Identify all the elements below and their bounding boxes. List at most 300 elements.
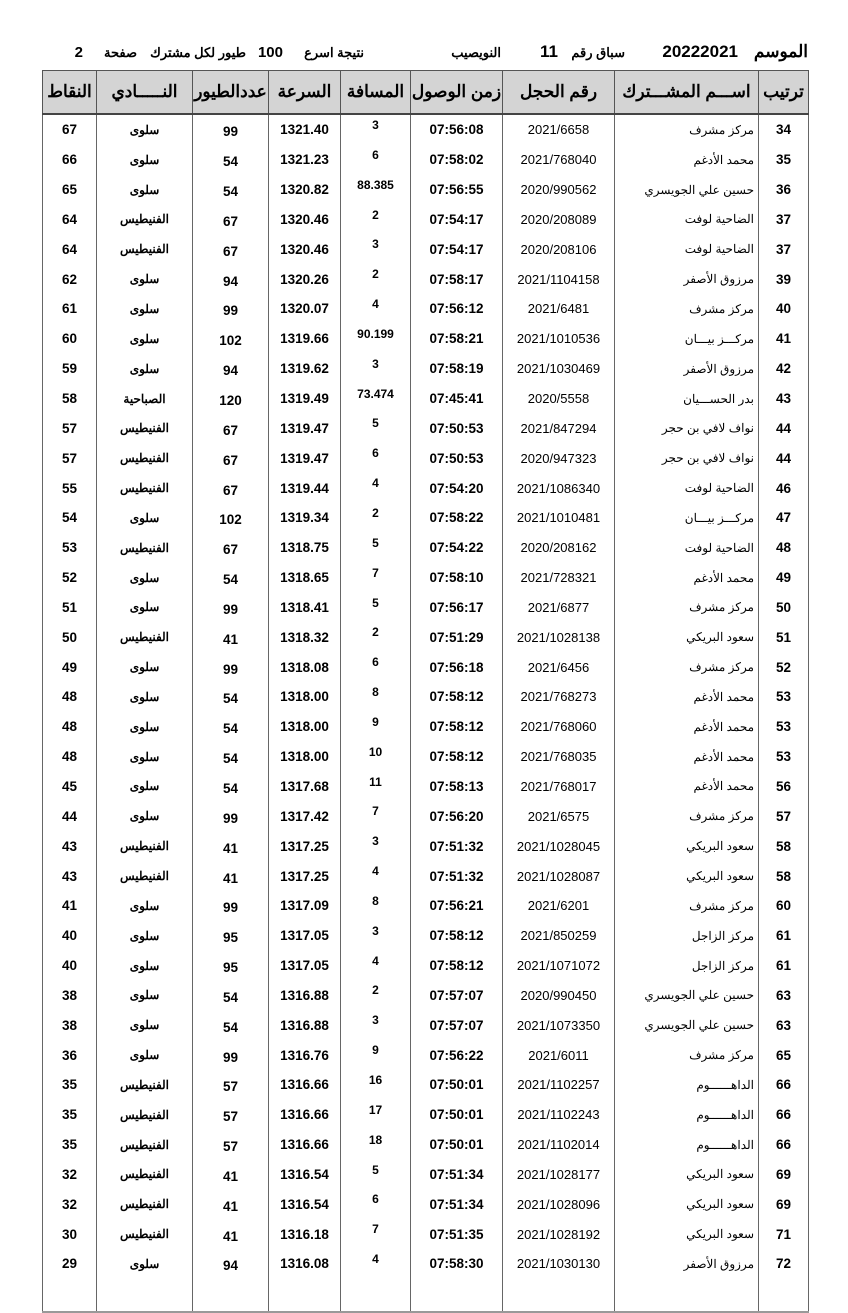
arrival-time-cell: 07:58:21 [411, 324, 503, 354]
bird-count-cell: 99 [193, 1040, 269, 1070]
points-cell: 44 [43, 801, 97, 831]
table-row [43, 234, 809, 264]
empty-cell [43, 1279, 97, 1312]
participant-name-cell: حسين علي الجويسري [615, 1010, 759, 1040]
speed-cell: 1320.26 [269, 264, 341, 294]
rank-cell: 53 [759, 712, 809, 742]
club-cell: الفنيطيس [97, 1070, 193, 1100]
points-cell: 32 [43, 1189, 97, 1219]
points-cell: 59 [43, 354, 97, 384]
speed-cell: 1317.09 [269, 891, 341, 921]
rank-cell: 49 [759, 563, 809, 593]
club-cell: سلوى [97, 563, 193, 593]
empty-cell [615, 1279, 759, 1312]
bird-count-cell: 94 [193, 1249, 269, 1279]
participant-name-cell: نواف لافي بن حجر [615, 413, 759, 443]
bird-count-cell: 54 [193, 742, 269, 772]
points-cell: 54 [43, 503, 97, 533]
speed-cell: 1317.68 [269, 772, 341, 802]
distance-cell: 6 [341, 145, 411, 175]
club-cell: الفنيطيس [97, 1100, 193, 1130]
table-row [43, 114, 809, 145]
distance-cell: 5 [341, 1160, 411, 1190]
rank-cell: 69 [759, 1189, 809, 1219]
rank-cell: 58 [759, 831, 809, 861]
arrival-time-cell: 07:54:22 [411, 533, 503, 563]
table-row [43, 1010, 809, 1040]
speed-cell: 1316.88 [269, 1010, 341, 1040]
distance-cell: 8 [341, 891, 411, 921]
ring-number-cell: 2021/768017 [503, 772, 615, 802]
ring-number-cell: 2021/6575 [503, 801, 615, 831]
points-cell: 38 [43, 1010, 97, 1040]
speed-cell: 1321.23 [269, 145, 341, 175]
club-cell: سلوى [97, 652, 193, 682]
points-cell: 45 [43, 772, 97, 802]
bird-count-cell: 67 [193, 533, 269, 563]
arrival-time-cell: 07:56:08 [411, 114, 503, 145]
ring-number-cell: 2021/1071072 [503, 951, 615, 981]
ring-number-cell: 2021/1028096 [503, 1189, 615, 1219]
bird-count-cell: 41 [193, 1189, 269, 1219]
ring-number-cell: 2020/208106 [503, 234, 615, 264]
arrival-time-cell: 07:45:41 [411, 384, 503, 414]
arrival-time-cell: 07:56:18 [411, 652, 503, 682]
speed-cell: 1318.00 [269, 742, 341, 772]
table-row [43, 264, 809, 294]
rank-cell: 66 [759, 1130, 809, 1160]
participant-name-cell: محمد الأدغم [615, 712, 759, 742]
arrival-time-cell: 07:57:07 [411, 980, 503, 1010]
arrival-time-cell: 07:51:34 [411, 1160, 503, 1190]
speed-cell: 1319.47 [269, 443, 341, 473]
club-cell: الفنيطيس [97, 473, 193, 503]
distance-cell: 4 [341, 861, 411, 891]
column-header-ring-number: رقم الحجل [503, 71, 615, 115]
bird-count-cell: 54 [193, 772, 269, 802]
club-cell: سلوى [97, 682, 193, 712]
distance-cell: 5 [341, 593, 411, 623]
rank-cell: 37 [759, 234, 809, 264]
points-cell: 50 [43, 622, 97, 652]
club-cell: سلوى [97, 712, 193, 742]
points-cell: 30 [43, 1219, 97, 1249]
table-filler-row [43, 1279, 809, 1312]
speed-cell: 1320.82 [269, 175, 341, 205]
rank-cell: 44 [759, 413, 809, 443]
rank-cell: 60 [759, 891, 809, 921]
speed-cell: 1318.00 [269, 712, 341, 742]
column-header-speed: السرعة [269, 71, 341, 115]
points-cell: 55 [43, 473, 97, 503]
arrival-time-cell: 07:56:20 [411, 801, 503, 831]
participant-name-cell: مركز الزاجل [615, 921, 759, 951]
table-row [43, 503, 809, 533]
ring-number-cell: 2021/850259 [503, 921, 615, 951]
column-header-bird-count: عددالطيور [193, 71, 269, 115]
ring-number-cell: 2020/990450 [503, 980, 615, 1010]
club-cell: سلوى [97, 593, 193, 623]
rank-cell: 66 [759, 1100, 809, 1130]
table-row [43, 1070, 809, 1100]
distance-cell: 4 [341, 1249, 411, 1279]
arrival-time-cell: 07:58:22 [411, 503, 503, 533]
ring-number-cell: 2020/990562 [503, 175, 615, 205]
ring-number-cell: 2020/5558 [503, 384, 615, 414]
club-cell: سلوى [97, 354, 193, 384]
points-cell: 29 [43, 1249, 97, 1279]
ring-number-cell: 2021/1028177 [503, 1160, 615, 1190]
bird-count-cell: 67 [193, 443, 269, 473]
page-label: صفحة [104, 45, 137, 60]
bird-count-cell: 54 [193, 1010, 269, 1040]
table-row [43, 384, 809, 414]
rank-cell: 51 [759, 622, 809, 652]
table-row [43, 622, 809, 652]
participant-name-cell: سعود البريكي [615, 1189, 759, 1219]
club-cell: الفنيطيس [97, 1219, 193, 1249]
ring-number-cell: 2021/1010536 [503, 324, 615, 354]
distance-cell: 9 [341, 1040, 411, 1070]
participant-name-cell: مركز مشرف [615, 114, 759, 145]
column-header-arrival-time: زمن الوصول [411, 71, 503, 115]
speed-cell: 1319.47 [269, 413, 341, 443]
table-row [43, 831, 809, 861]
rank-cell: 50 [759, 593, 809, 623]
arrival-time-cell: 07:51:32 [411, 861, 503, 891]
club-cell: الفنيطيس [97, 533, 193, 563]
column-header-club: النـــــادي [97, 71, 193, 115]
participant-name-cell: مركز الزاجل [615, 951, 759, 981]
participant-name-cell: مرزوق الأصفر [615, 1249, 759, 1279]
participant-name-cell: الضاحية لوفت [615, 234, 759, 264]
speed-cell: 1316.54 [269, 1189, 341, 1219]
empty-cell [269, 1279, 341, 1312]
speed-cell: 1318.75 [269, 533, 341, 563]
club-cell: سلوى [97, 951, 193, 981]
table-row [43, 354, 809, 384]
ring-number-cell: 2021/728321 [503, 563, 615, 593]
distance-cell: 5 [341, 413, 411, 443]
club-cell: سلوى [97, 891, 193, 921]
bird-count-cell: 99 [193, 593, 269, 623]
ring-number-cell: 2021/1028192 [503, 1219, 615, 1249]
points-cell: 65 [43, 175, 97, 205]
ring-number-cell: 2021/768040 [503, 145, 615, 175]
rank-cell: 46 [759, 473, 809, 503]
ring-number-cell: 2021/6877 [503, 593, 615, 623]
speed-cell: 1318.32 [269, 622, 341, 652]
participant-name-cell: الداهــــــوم [615, 1130, 759, 1160]
arrival-time-cell: 07:58:12 [411, 742, 503, 772]
participant-name-cell: سعود البريكي [615, 831, 759, 861]
distance-cell: 2 [341, 622, 411, 652]
rank-cell: 66 [759, 1070, 809, 1100]
bird-count-cell: 41 [193, 622, 269, 652]
participant-name-cell: سعود البريكي [615, 1219, 759, 1249]
distance-cell: 3 [341, 114, 411, 145]
table-row [43, 980, 809, 1010]
club-cell: سلوى [97, 294, 193, 324]
points-cell: 62 [43, 264, 97, 294]
distance-cell: 6 [341, 1189, 411, 1219]
club-cell: سلوى [97, 1010, 193, 1040]
rank-cell: 43 [759, 384, 809, 414]
per-participant-label: طيور لكل مشترك [150, 45, 246, 60]
ring-number-cell: 2021/1030130 [503, 1249, 615, 1279]
arrival-time-cell: 07:57:07 [411, 1010, 503, 1040]
distance-cell: 8 [341, 682, 411, 712]
club-cell: سلوى [97, 503, 193, 533]
participant-name-cell: حسين علي الجويسري [615, 175, 759, 205]
distance-cell: 7 [341, 1219, 411, 1249]
participant-name-cell: مركـــز بيـــان [615, 324, 759, 354]
distance-cell: 17 [341, 1100, 411, 1130]
rank-cell: 52 [759, 652, 809, 682]
participant-name-cell: سعود البريكي [615, 861, 759, 891]
club-cell: الفنيطيس [97, 205, 193, 235]
points-cell: 40 [43, 921, 97, 951]
club-cell: سلوى [97, 772, 193, 802]
speed-cell: 1316.66 [269, 1100, 341, 1130]
bird-count-cell: 67 [193, 234, 269, 264]
club-cell: سلوى [97, 145, 193, 175]
bird-count-cell: 99 [193, 114, 269, 145]
arrival-time-cell: 07:58:12 [411, 682, 503, 712]
bird-count-cell: 57 [193, 1100, 269, 1130]
table-row [43, 772, 809, 802]
arrival-time-cell: 07:58:13 [411, 772, 503, 802]
bird-count-cell: 54 [193, 175, 269, 205]
table-row [43, 563, 809, 593]
points-cell: 61 [43, 294, 97, 324]
distance-cell: 3 [341, 1010, 411, 1040]
arrival-time-cell: 07:56:21 [411, 891, 503, 921]
ring-number-cell: 2021/6011 [503, 1040, 615, 1070]
speed-cell: 1316.88 [269, 980, 341, 1010]
distance-cell: 18 [341, 1130, 411, 1160]
table-row [43, 951, 809, 981]
distance-cell: 3 [341, 921, 411, 951]
participant-name-cell: مركز مشرف [615, 1040, 759, 1070]
rank-cell: 34 [759, 114, 809, 145]
table-row [43, 324, 809, 354]
ring-number-cell: 2020/947323 [503, 443, 615, 473]
speed-cell: 1316.66 [269, 1130, 341, 1160]
points-cell: 66 [43, 145, 97, 175]
distance-cell: 6 [341, 443, 411, 473]
arrival-time-cell: 07:56:22 [411, 1040, 503, 1070]
table-header-row [43, 71, 809, 115]
distance-cell: 2 [341, 980, 411, 1010]
rank-cell: 61 [759, 921, 809, 951]
bird-count-cell: 54 [193, 980, 269, 1010]
result-label: نتيجة اسرع [304, 45, 364, 60]
ring-number-cell: 2021/1086340 [503, 473, 615, 503]
bird-count-cell: 41 [193, 1160, 269, 1190]
arrival-time-cell: 07:58:02 [411, 145, 503, 175]
rank-cell: 42 [759, 354, 809, 384]
arrival-time-cell: 07:51:32 [411, 831, 503, 861]
rank-cell: 40 [759, 294, 809, 324]
participant-name-cell: محمد الأدغم [615, 682, 759, 712]
arrival-time-cell: 07:50:01 [411, 1130, 503, 1160]
speed-cell: 1319.66 [269, 324, 341, 354]
bird-count-cell: 54 [193, 712, 269, 742]
points-cell: 36 [43, 1040, 97, 1070]
ring-number-cell: 2021/1102257 [503, 1070, 615, 1100]
club-cell: سلوى [97, 1249, 193, 1279]
bird-count-cell: 41 [193, 831, 269, 861]
table-row [43, 801, 809, 831]
club-cell: الفنيطيس [97, 1130, 193, 1160]
ring-number-cell: 2021/768273 [503, 682, 615, 712]
rank-cell: 63 [759, 980, 809, 1010]
bird-count-cell: 54 [193, 145, 269, 175]
participant-name-cell: الضاحية لوفت [615, 205, 759, 235]
bird-count-cell: 94 [193, 354, 269, 384]
arrival-time-cell: 07:56:12 [411, 294, 503, 324]
club-cell: سلوى [97, 801, 193, 831]
table-row [43, 891, 809, 921]
table-row [43, 1189, 809, 1219]
rank-cell: 57 [759, 801, 809, 831]
arrival-time-cell: 07:58:12 [411, 951, 503, 981]
table-row [43, 533, 809, 563]
arrival-time-cell: 07:51:34 [411, 1189, 503, 1219]
distance-cell: 4 [341, 473, 411, 503]
participant-name-cell: الضاحية لوفت [615, 533, 759, 563]
arrival-time-cell: 07:50:53 [411, 413, 503, 443]
speed-cell: 1317.25 [269, 861, 341, 891]
bird-count-cell: 41 [193, 1219, 269, 1249]
bird-count-cell: 120 [193, 384, 269, 414]
bird-count-cell: 95 [193, 921, 269, 951]
arrival-time-cell: 07:50:01 [411, 1070, 503, 1100]
arrival-time-cell: 07:51:29 [411, 622, 503, 652]
distance-cell: 2 [341, 264, 411, 294]
speed-cell: 1316.54 [269, 1160, 341, 1190]
ring-number-cell: 2020/208089 [503, 205, 615, 235]
speed-cell: 1316.08 [269, 1249, 341, 1279]
empty-cell [97, 1279, 193, 1312]
distance-cell: 6 [341, 652, 411, 682]
ring-number-cell: 2020/208162 [503, 533, 615, 563]
speed-cell: 1318.41 [269, 593, 341, 623]
club-cell: الفنيطيس [97, 622, 193, 652]
bird-count-cell: 95 [193, 951, 269, 981]
bird-count-cell: 102 [193, 503, 269, 533]
participant-name-cell: محمد الأدغم [615, 563, 759, 593]
table-row [43, 861, 809, 891]
table-row [43, 1040, 809, 1070]
arrival-time-cell: 07:58:12 [411, 712, 503, 742]
arrival-time-cell: 07:58:30 [411, 1249, 503, 1279]
participant-name-cell: حسين علي الجويسري [615, 980, 759, 1010]
table-row [43, 921, 809, 951]
rank-cell: 61 [759, 951, 809, 981]
rank-cell: 69 [759, 1160, 809, 1190]
table-row [43, 1160, 809, 1190]
rank-cell: 58 [759, 861, 809, 891]
rank-cell: 37 [759, 205, 809, 235]
points-cell: 48 [43, 682, 97, 712]
points-cell: 64 [43, 205, 97, 235]
ring-number-cell: 2021/1104158 [503, 264, 615, 294]
arrival-time-cell: 07:58:19 [411, 354, 503, 384]
club-cell: الفنيطيس [97, 1189, 193, 1219]
table-row [43, 175, 809, 205]
points-cell: 60 [43, 324, 97, 354]
table-row [43, 1219, 809, 1249]
participant-name-cell: محمد الأدغم [615, 772, 759, 802]
empty-cell [503, 1279, 615, 1312]
speed-cell: 1317.42 [269, 801, 341, 831]
ring-number-cell: 2021/1028138 [503, 622, 615, 652]
points-cell: 57 [43, 443, 97, 473]
distance-cell: 11 [341, 772, 411, 802]
table-row [43, 1100, 809, 1130]
points-cell: 67 [43, 114, 97, 145]
speed-cell: 1316.66 [269, 1070, 341, 1100]
rank-cell: 53 [759, 682, 809, 712]
race-location: النويصيب [451, 45, 501, 60]
table-row [43, 443, 809, 473]
club-cell: سلوى [97, 264, 193, 294]
points-cell: 48 [43, 712, 97, 742]
points-cell: 51 [43, 593, 97, 623]
table-row [43, 712, 809, 742]
bird-count-cell: 67 [193, 205, 269, 235]
arrival-time-cell: 07:58:17 [411, 264, 503, 294]
column-header-rank: ترتيب [759, 71, 809, 115]
page-number: 2 [74, 44, 83, 61]
speed-cell: 1320.46 [269, 234, 341, 264]
race-number: 11 [540, 42, 558, 61]
speed-cell: 1317.05 [269, 921, 341, 951]
ring-number-cell: 2021/6481 [503, 294, 615, 324]
distance-cell: 4 [341, 294, 411, 324]
speed-cell: 1319.62 [269, 354, 341, 384]
speed-cell: 1321.40 [269, 114, 341, 145]
arrival-time-cell: 07:50:01 [411, 1100, 503, 1130]
table-row [43, 294, 809, 324]
bird-count-cell: 102 [193, 324, 269, 354]
empty-cell [193, 1279, 269, 1312]
rank-cell: 53 [759, 742, 809, 772]
points-cell: 57 [43, 413, 97, 443]
rank-cell: 36 [759, 175, 809, 205]
table-row [43, 593, 809, 623]
season-label: الموسم [753, 42, 808, 61]
bird-count-cell: 99 [193, 891, 269, 921]
speed-cell: 1317.05 [269, 951, 341, 981]
club-cell: سلوى [97, 921, 193, 951]
ring-number-cell: 2021/847294 [503, 413, 615, 443]
participant-name-cell: مركز مشرف [615, 891, 759, 921]
distance-cell: 2 [341, 205, 411, 235]
participant-name-cell: بدر الحســـيان [615, 384, 759, 414]
points-cell: 41 [43, 891, 97, 921]
speed-cell: 1320.07 [269, 294, 341, 324]
points-cell: 49 [43, 652, 97, 682]
participant-name-cell: الضاحية لوفت [615, 473, 759, 503]
bird-count-cell: 94 [193, 264, 269, 294]
speed-cell: 1318.08 [269, 652, 341, 682]
speed-cell: 1319.44 [269, 473, 341, 503]
participant-name-cell: سعود البريكي [615, 1160, 759, 1190]
participant-name-cell: مركز مشرف [615, 593, 759, 623]
